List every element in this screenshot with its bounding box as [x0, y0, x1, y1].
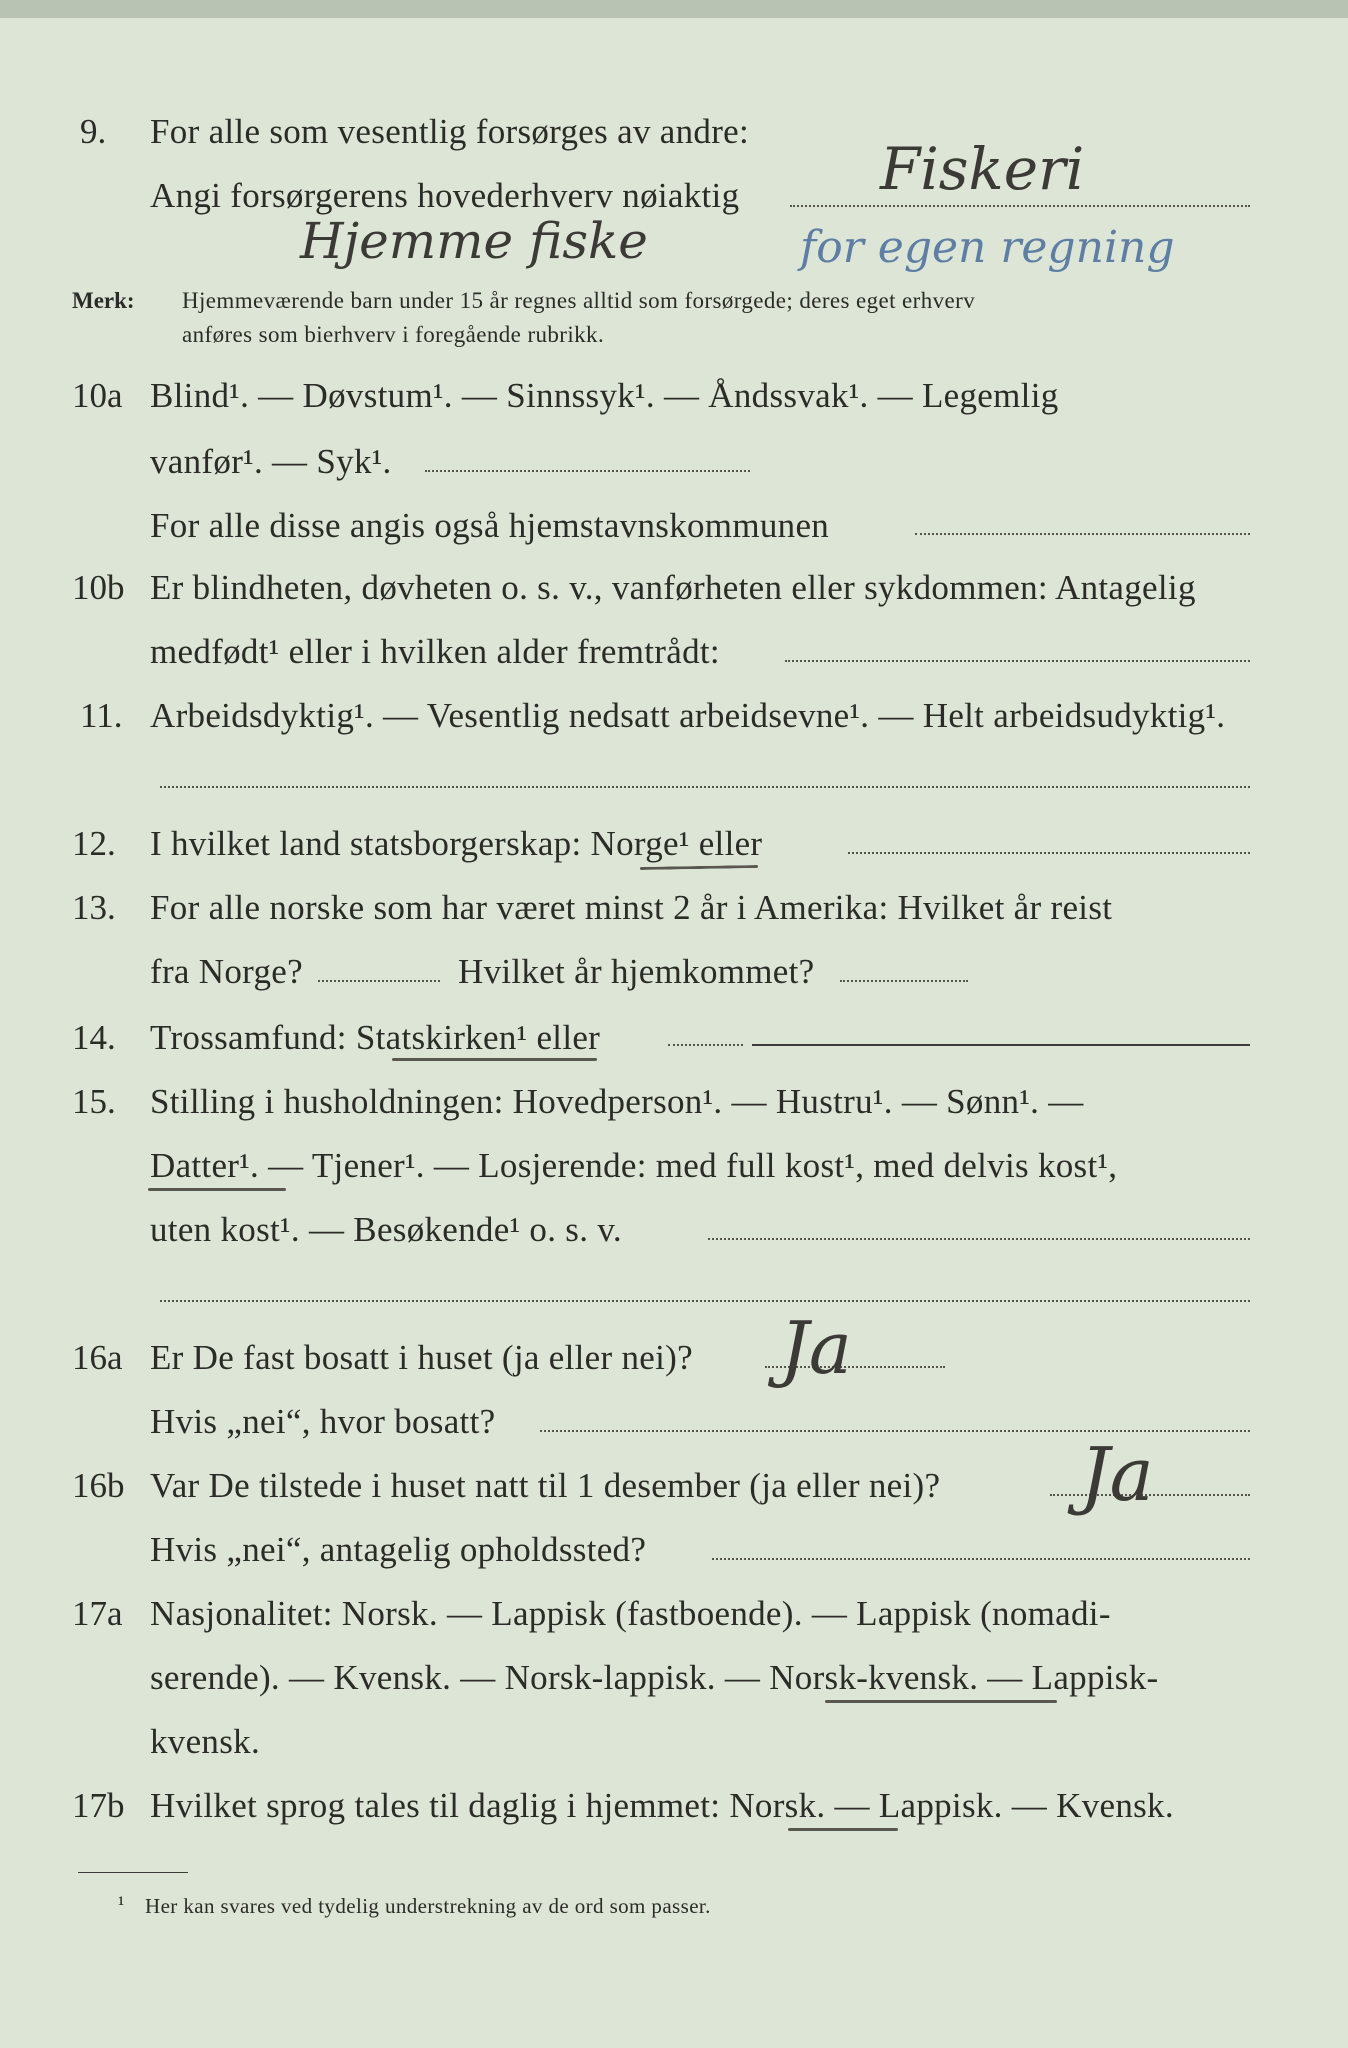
merk-label: Merk:	[72, 288, 135, 313]
q12-number: 12.	[72, 824, 116, 863]
q16b-line2: Hvis „nei“, antagelig opholdssted?	[150, 1530, 647, 1569]
q11-answer-line	[160, 786, 1250, 788]
q16b-handwritten-answer: Ja	[1080, 1432, 1154, 1518]
q17a-number: 17a	[72, 1594, 123, 1633]
q15-line1: Stilling i husholdningen: Hovedperson¹. — Hustru¹. — Sønn¹. —	[150, 1082, 1084, 1121]
q13-line1: For alle norske som har været minst 2 år i Amerika: Hvilket år reist	[150, 888, 1113, 927]
q15-answer-line2	[160, 1300, 1250, 1302]
q17a-line1: Nasjonalitet: Norsk. — Lappisk (fastboende). — Lappisk (nomadi-	[150, 1594, 1111, 1633]
footnote-mark: ¹	[118, 1892, 125, 1916]
footnote-text: Her kan svares ved tydelig understrekning av de ord som passer.	[145, 1894, 711, 1918]
q9-answer-line1	[790, 205, 1250, 207]
q10b-number: 10b	[72, 568, 125, 607]
q12-underline-norge	[640, 865, 758, 870]
q16b-number: 16b	[72, 1466, 125, 1505]
q15-answer-line	[708, 1238, 1250, 1240]
page-edge	[0, 0, 1348, 18]
q9-handwritten-occupation: Fiskeri	[880, 135, 1085, 203]
q13-year-returned-line	[840, 980, 968, 982]
q16b-line1: Var De tilstede i huset natt til 1 desember (ja eller nei)?	[150, 1466, 941, 1505]
q12-line1: I hvilket land statsborgerskap: Norge¹ eller	[150, 824, 763, 863]
q10a-answer-line	[425, 470, 750, 472]
q13-year-left-line	[318, 980, 440, 982]
q17b-underline-norsk	[788, 1828, 898, 1831]
q16a-line2: Hvis „nei“, hvor bosatt?	[150, 1402, 496, 1441]
q17a-line2: serende). — Kvensk. — Norsk-lappisk. — Norsk-kvensk. — Lappisk-	[150, 1658, 1159, 1697]
q17a-underline-norsk-kvensk	[825, 1700, 1057, 1703]
q9-handwritten-detail-blue: for egen regning	[800, 222, 1175, 273]
q10a-municipality-line	[915, 533, 1250, 535]
q16a-handwritten-answer: Ja	[780, 1306, 852, 1390]
q11-number: 11.	[80, 696, 123, 735]
footnote-divider	[78, 1872, 188, 1873]
q14-answer-dots	[668, 1044, 743, 1046]
q17a-line3: kvensk.	[150, 1722, 261, 1761]
q10a-line2: vanfør¹. — Syk¹.	[150, 442, 392, 481]
q10b-line1: Er blindheten, døvheten o. s. v., vanførheten eller sykdommen: Antagelig	[150, 568, 1196, 607]
q14-underline-statskirken	[392, 1058, 597, 1061]
q13-line2: fra Norge?	[150, 952, 303, 991]
q11-line1: Arbeidsdyktig¹. — Vesentlig nedsatt arbeidsevne¹. — Helt arbeidsudyktig¹.	[150, 696, 1226, 735]
q13-number: 13.	[72, 888, 116, 927]
q14-answer-rule	[752, 1044, 1250, 1046]
q12-answer-line	[848, 852, 1250, 854]
merk-line1: Hjemmeværende barn under 15 år regnes alltid som forsørgede; deres eget erhverv	[182, 288, 976, 313]
q15-underline-datter	[148, 1188, 286, 1191]
q9-line2: Angi forsørgerens hovederhverv nøiaktig	[150, 176, 740, 215]
q17b-number: 17b	[72, 1786, 125, 1825]
q9-line1: For alle som vesentlig forsørges av andre:	[150, 112, 750, 151]
q10a-line1: Blind¹. — Døvstum¹. — Sinnssyk¹. — Åndssvak¹. — Legemlig	[150, 376, 1059, 415]
q9-handwritten-detail: Hjemme fiske	[300, 212, 648, 270]
q10b-answer-line	[785, 660, 1250, 662]
q16b-whereabouts-line	[712, 1558, 1250, 1560]
q15-number: 15.	[72, 1082, 116, 1121]
q10a-number: 10a	[72, 376, 123, 415]
q16a-line1: Er De fast bosatt i huset (ja eller nei)?	[150, 1338, 693, 1377]
q17b-line1: Hvilket sprog tales til daglig i hjemmet: Norsk. — Lappisk. — Kvensk.	[150, 1786, 1174, 1825]
q9-number: 9.	[80, 112, 107, 151]
q15-line2: Datter¹. — Tjener¹. — Losjerende: med full kost¹, med delvis kost¹,	[150, 1146, 1118, 1185]
q14-number: 14.	[72, 1018, 116, 1057]
q10b-line2: medfødt¹ eller i hvilken alder fremtrådt:	[150, 632, 720, 671]
merk-line2: anføres som bierhverv i foregående rubrikk.	[182, 322, 605, 347]
q14-line1: Trossamfund: Statskirken¹ eller	[150, 1018, 601, 1057]
q15-line3: uten kost¹. — Besøkende¹ o. s. v.	[150, 1210, 622, 1249]
q13-line2b: Hvilket år hjemkommet?	[458, 952, 815, 991]
q16a-number: 16a	[72, 1338, 123, 1377]
q10a-line3: For alle disse angis også hjemstavnskommunen	[150, 506, 830, 545]
